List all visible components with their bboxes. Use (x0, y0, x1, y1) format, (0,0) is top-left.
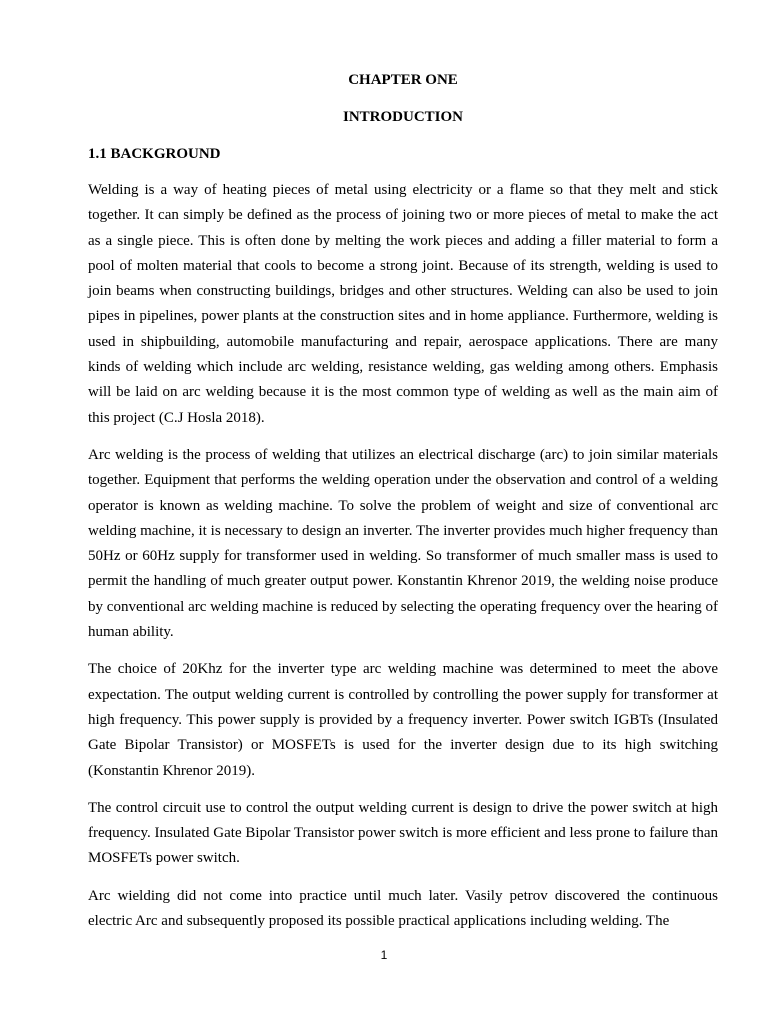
paragraph-welding-definition: Welding is a way of heating pieces of metal using electricity or a flame so that they melt and stick together. It can simply be defined as the process of joining two or more pieces of metal to make the act as a single piece. This is often done by melting the work pieces and adding a filler material to form a pool of molten material that cools to become a strong joint. Because of its strength, welding is used to join beams when constructing buildings, bridges and other structures. Welding can also be used to join pipes in pipelines, power plants at the construction sites and in home appliance. Furthermore, welding is used in shipbuilding, automobile manufacturing and repair, aerospace applications. There are many kinds of welding which include arc welding, resistance welding, gas welding among others. Emphasis will be laid on arc welding because it is the most common type of welding as well as the main aim of this project (C.J Hosla 2018). (88, 182, 718, 426)
chapter-title: CHAPTER ONE (348, 72, 458, 88)
paragraph-arc-welding: Arc welding is the process of welding that utilizes an electrical discharge (arc) to join similar materials together. Equipment that performs the welding operation under the observation and control of a welding operator is known as welding machine. To solve the problem of weight and size of conventional arc welding machine, it is necessary to design an inverter. The inverter provides much higher frequency than 50Hz or 60Hz supply for transformer used in welding. So transformer of much smaller mass is used to permit the handling of much greater output power. Konstantin Khrenor 2019, the welding noise produce by conventional arc welding machine is reduced by selecting the operating frequency over the hearing of human ability. (88, 446, 718, 641)
paragraph-inverter-frequency: The choice of 20Khz for the inverter type arc welding machine was determined to meet the above expectation. The output welding current is controlled by controlling the power supply for transformer at high frequency. This power supply is provided by a frequency inverter. Power switch IGBTs (Insulated Gate Bipolar Transistor) or MOSFETs is used for the inverter design due to its high switching (Konstantin Khrenor 2019). (88, 661, 718, 779)
section-heading: 1.1 BACKGROUND (88, 146, 221, 162)
paragraph-control-circuit: The control circuit use to control the output welding current is design to drive the power switch at high frequency. Insulated Gate Bipolar Transistor power switch is more efficient and less prone to failure than MOSFETs power switch. (88, 799, 718, 867)
chapter-subtitle: INTRODUCTION (342, 109, 463, 125)
page-content (88, 68, 718, 946)
paragraph-arc-history: Arc wielding did not come into practice until much later. Vasily petrov discovered the continuous electric Arc and subsequently proposed its possible practical applications including welding. The (88, 887, 718, 930)
page-number: 1 (380, 948, 388, 962)
